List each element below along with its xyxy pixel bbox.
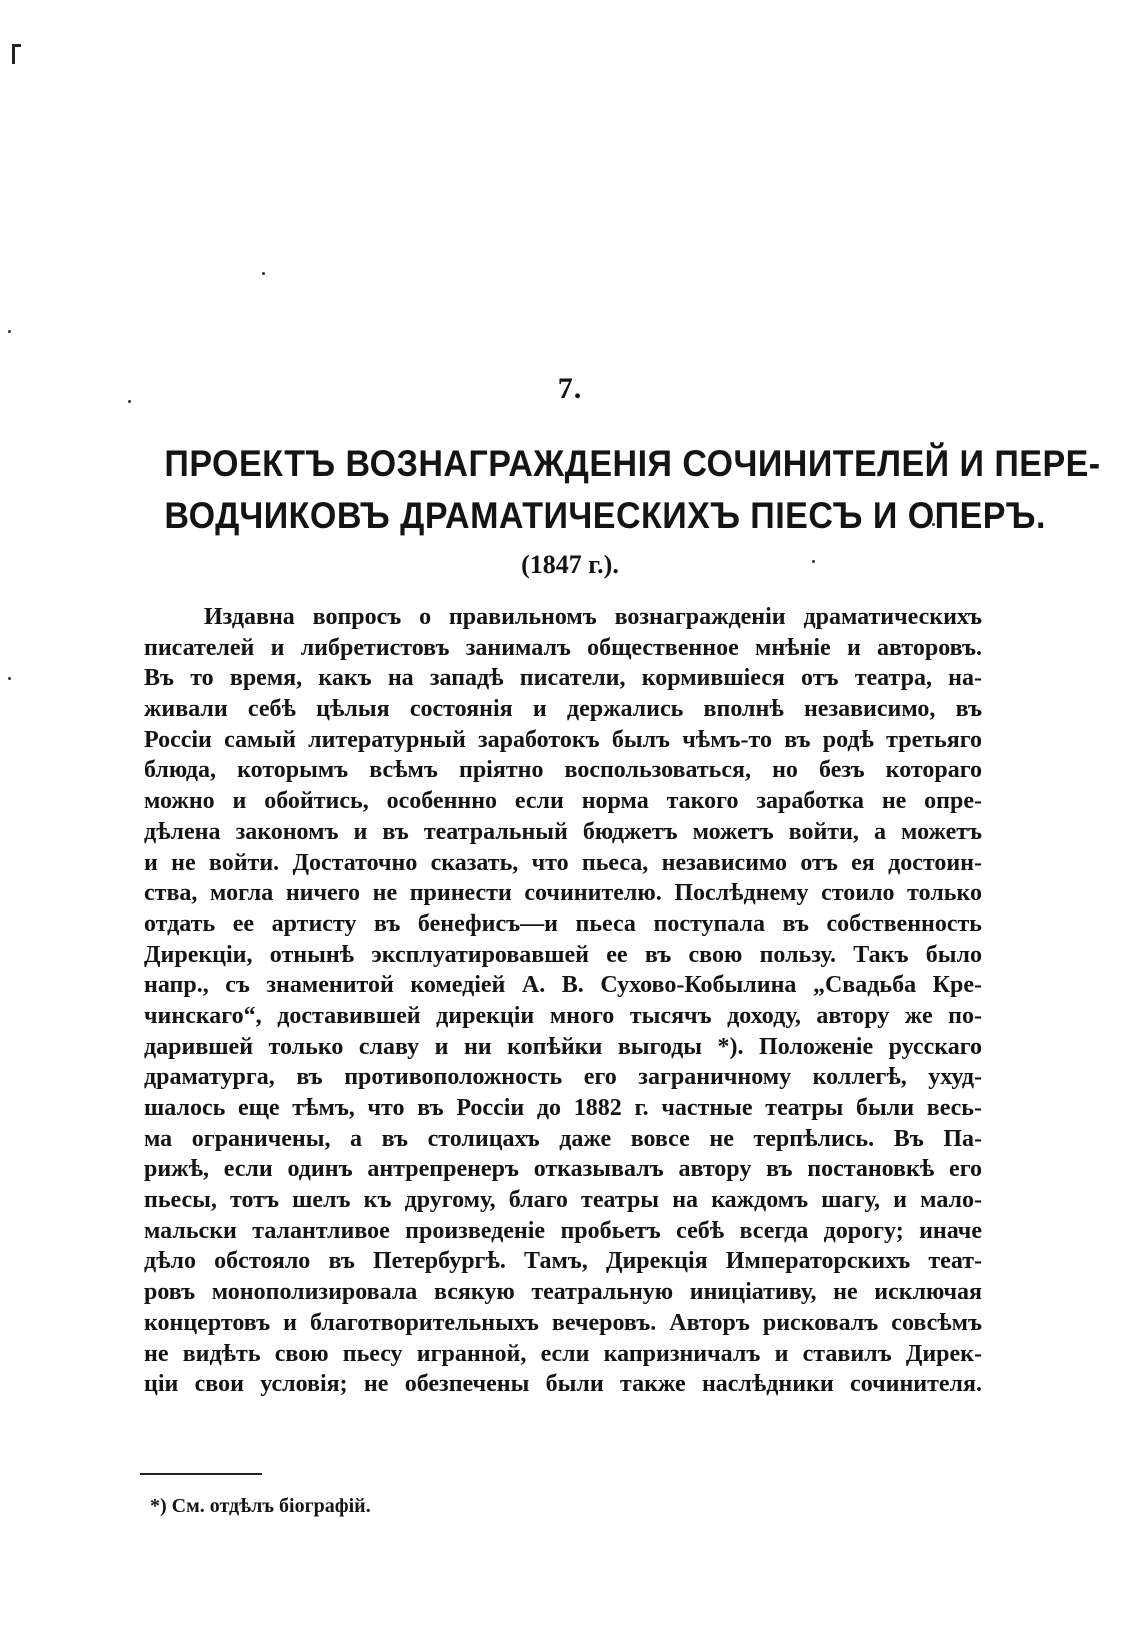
scan-speck (8, 330, 11, 333)
body-line: Россіи самый литературный заработокъ былъ чѣмъ-то въ родѣ третьяго (144, 726, 982, 753)
footnote: *) См. отдѣлъ біографій. (150, 1495, 371, 1517)
scan-artifact (12, 44, 21, 47)
body-line: дарившей только славу и ни копѣйки выгоды *). Положеніе русскаго (144, 1033, 982, 1060)
body-line: ціи свои условія; не обезпечены были также наслѣдники сочинителя. (144, 1371, 982, 1398)
scan-speck (8, 677, 11, 680)
body-line: пьесы, тотъ шелъ къ другому, благо театры на каждомъ шагу, и мало- (144, 1187, 982, 1214)
body-line: мальски талантливое произведеніе пробьетъ себѣ всегда дорогу; иначе (144, 1217, 982, 1244)
scan-speck (262, 272, 265, 275)
title-line: ВОДЧИКОВЪ ДРАМАТИЧЕСКИХЪ ПІЕСЪ И ОПЕРЪ. (164, 495, 1046, 536)
body-line: можно и обойтись, особеннно если норма такого заработка не опре- (144, 788, 982, 815)
body-line: Дирекціи, отнынѣ эксплуатировавшей ее въ свою пользу. Такъ было (144, 941, 982, 968)
body-line: ровъ монополизировала всякую театральную иниціативу, не исключая (144, 1279, 982, 1306)
body-line: драматурга, въ противоположность его заграничному коллегѣ, ухуд- (144, 1064, 982, 1091)
body-line: писателей и либретистовъ занималъ общественное мнѣніе и авторовъ. (144, 634, 982, 661)
body-line: рижѣ, если одинъ антрепренеръ отказывалъ автору въ постановкѣ его (144, 1156, 982, 1183)
body-line: шалось еще тѣмъ, что въ Россіи до 1882 г. частные театры были весь- (144, 1095, 982, 1121)
body-line: концертовъ и благотворительныхъ вечеровъ. Авторъ рисковалъ совсѣмъ (144, 1309, 982, 1336)
title-line: ПРОЕКТЪ ВОЗНАГРАЖДЕНІЯ СОЧИНИТЕЛЕЙ И ПЕРЕ- (164, 443, 1101, 484)
body-line: не видѣть свою пьесу игранной, если капризничалъ и ставилъ Дирек- (144, 1340, 982, 1367)
chapter-year: (1847 г.). (521, 550, 619, 579)
chapter-title (164, 438, 1101, 542)
body-line: ма ограничены, а въ столицахъ даже вовсе не терпѣлись. Въ Па- (144, 1125, 982, 1152)
body-line: живали себѣ цѣлыя состоянія и держались вполнѣ независимо, въ (144, 696, 982, 723)
footnote-rule (140, 1473, 262, 1475)
body-line: ства, могла ничего не принести сочинителю. Послѣднему стоило только (144, 880, 982, 907)
body-line: дѣло обстояло въ Петербургѣ. Тамъ, Дирекція Императорскихъ теат- (144, 1248, 982, 1275)
section-number: 7. (557, 372, 583, 405)
body-line: чинскаго“, доставившей дирекціи много тысячъ доходу, автору же по- (144, 1002, 982, 1029)
body-line: дѣлена закономъ и въ театральный бюджетъ можетъ войти, а можетъ (144, 818, 982, 845)
body-line: блюда, которымъ всѣмъ пріятно воспользоваться, но безъ котораго (144, 757, 982, 784)
body-line: и не войти. Достаточно сказать, что пьеса, независимо отъ ея достоин- (144, 849, 982, 876)
body-paragraph (144, 602, 982, 1400)
body-line: Въ то время, какъ на западѣ писатели, кормившіеся отъ театра, на- (144, 665, 982, 692)
body-line: напр., съ знаменитой комедіей А. В. Сухово-Кобылина „Свадьба Кре- (144, 972, 982, 999)
scan-artifact (12, 44, 15, 64)
body-line: отдать ее артисту въ бенефисъ—и пьеса поступала въ собственность (144, 910, 982, 937)
body-line: Издавна вопросъ о правильномъ вознагражденіи драматическихъ (204, 604, 982, 630)
